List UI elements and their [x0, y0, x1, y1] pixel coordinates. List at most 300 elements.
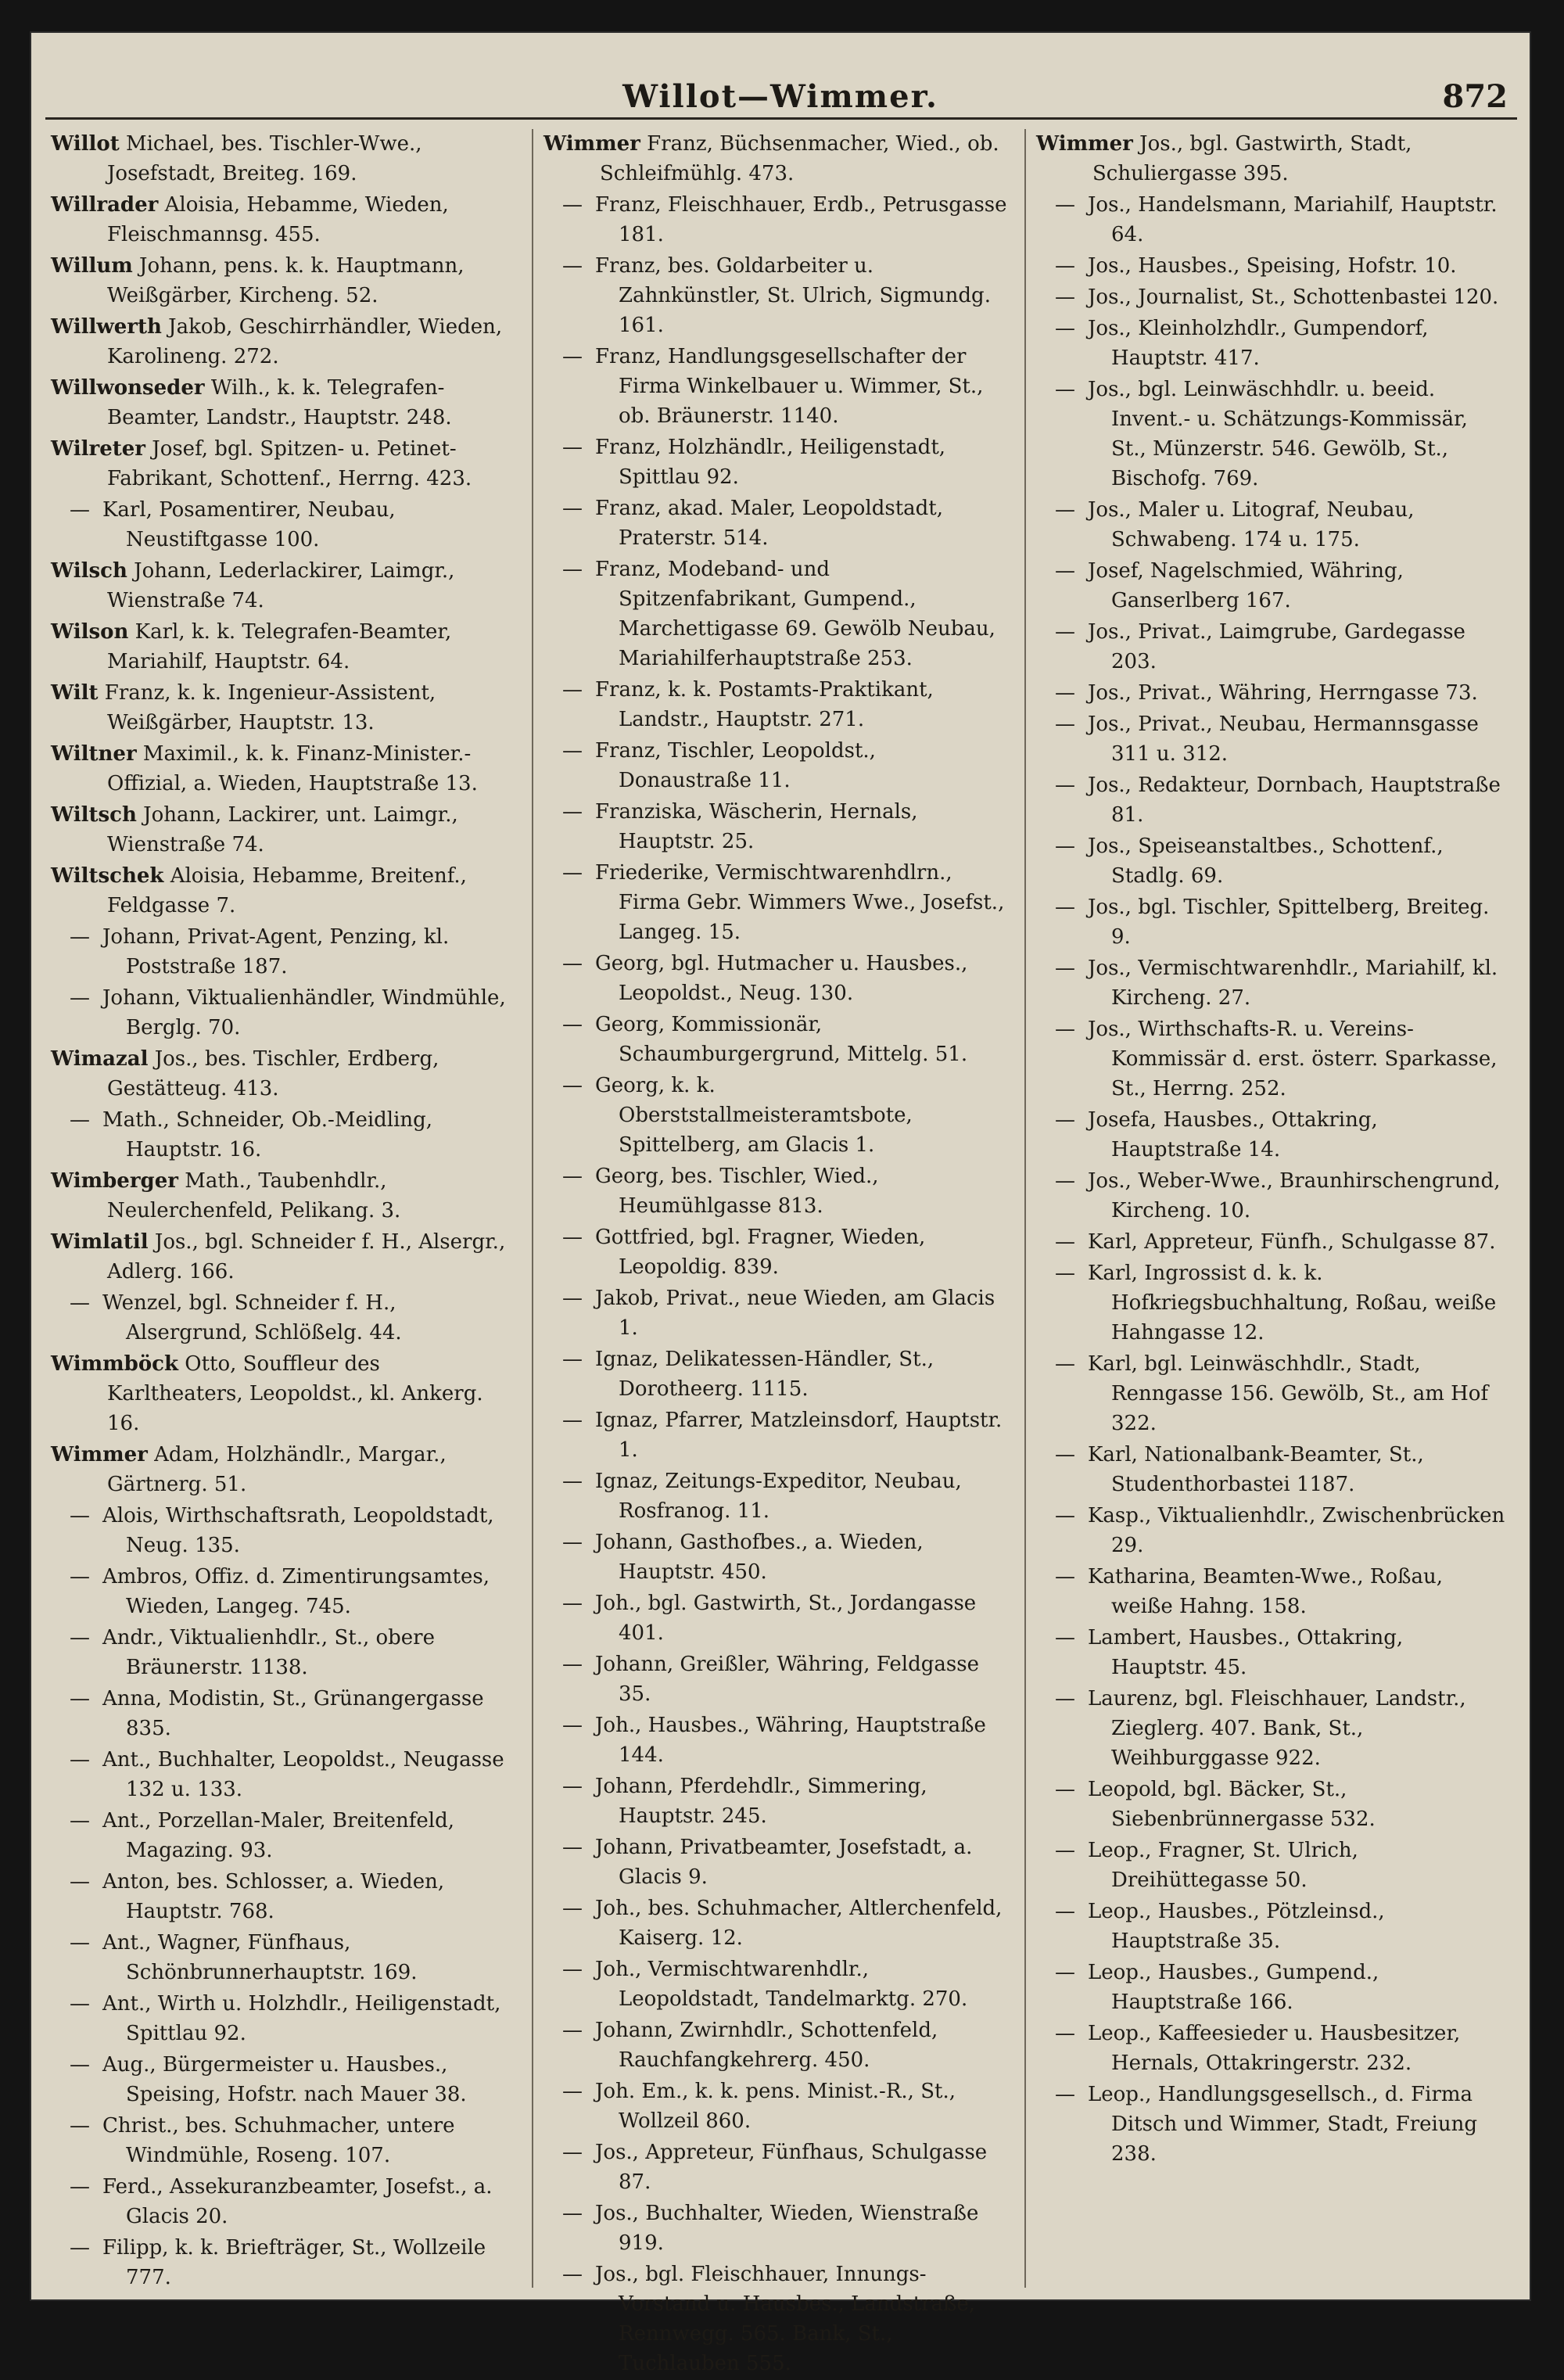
entry-details: Georg, bes. Tischler, Wied., Heumühlgasse 813. — [595, 1165, 879, 1218]
entry-surname: Wimmer — [51, 1443, 148, 1466]
directory-entry — [543, 2199, 1013, 2258]
ditto-dash: — — [562, 1836, 583, 1859]
directory-column-3 — [1036, 129, 1505, 2170]
entry-details: Jos., bgl. Schneider f. H., Alsergr., Adlerg. 166. — [107, 1230, 506, 1283]
entry-details: Jos., Buchhalter, Wieden, Wienstraße 919. — [595, 2202, 979, 2255]
entry-details: Maximil., k. k. Finanz-Minister.-Offizial, a. Wieden, Hauptstraße 13. — [107, 742, 478, 795]
ditto-dash: — — [1055, 835, 1075, 858]
entry-details: Lambert, Hausbes., Ottakring, Hauptstr. 45. — [1088, 1626, 1404, 1679]
entry-details: Johann, Viktualienhändler, Windmühle, Berglg. 70. — [102, 986, 506, 1039]
directory-entry — [51, 1044, 520, 1104]
ditto-dash: — — [1055, 1262, 1075, 1285]
directory-entry — [51, 1928, 520, 1987]
directory-entry — [543, 190, 1013, 249]
directory-entry — [543, 2260, 1013, 2378]
directory-entry — [543, 342, 1013, 431]
directory-entry — [51, 983, 520, 1043]
directory-entry — [1036, 953, 1505, 1013]
entry-details: Leop., Hausbes., Pötzleinsd., Hauptstraße 35. — [1088, 1900, 1385, 1953]
directory-entry — [51, 1867, 520, 1926]
directory-entry — [51, 678, 520, 738]
directory-entry — [1036, 1836, 1505, 1895]
directory-entry — [51, 251, 520, 311]
ditto-dash: — — [70, 1108, 90, 1132]
ditto-dash: — — [1055, 254, 1075, 278]
directory-entry — [1036, 129, 1505, 188]
directory-entry — [1036, 190, 1505, 249]
ditto-dash: — — [1055, 681, 1075, 705]
directory-entry — [1036, 709, 1505, 769]
entry-details: Jos., Handelsmann, Mariahilf, Hauptstr. 64. — [1088, 193, 1498, 246]
ditto-dash: — — [1055, 1230, 1075, 1254]
entry-details: Aug., Bürgermeister u. Hausbes., Speising, Hofstr. nach Mauer 38. — [102, 2053, 467, 2106]
entry-surname: Willum — [51, 254, 133, 278]
entry-surname: Wimmer — [543, 132, 640, 156]
entry-surname: Wilsch — [51, 559, 127, 583]
ditto-dash: — — [562, 2019, 583, 2042]
directory-entry — [543, 1772, 1013, 1831]
directory-entry — [1036, 1166, 1505, 1226]
entry-details: Franz, Holzhändlr., Heiligenstadt, Spittlau 92. — [595, 436, 946, 489]
entry-details: Leop., Kaffeesieder u. Hausbesitzer, Hernals, Ottakringerstr. 232. — [1088, 2022, 1461, 2075]
directory-entry — [1036, 1349, 1505, 1438]
ditto-dash: — — [562, 2263, 583, 2286]
ditto-dash: — — [70, 2053, 90, 2077]
entry-details: Jos., Hausbes., Speising, Hofstr. 10. — [1088, 254, 1457, 278]
entry-details: Jos., Vermischtwarenhdlr., Mariahilf, kl. Kircheng. 27. — [1088, 957, 1498, 1010]
directory-entry — [51, 2233, 520, 2292]
directory-column-2 — [543, 129, 1013, 2380]
ditto-dash: — — [1055, 620, 1075, 644]
directory-entry — [51, 1745, 520, 1804]
entry-details: Karl, Nationalbank-Beamter, St., Studenthorbastei 1187. — [1088, 1443, 1424, 1496]
ditto-dash: — — [70, 1931, 90, 1955]
entry-details: Franz, k. k. Postamts-Praktikant, Landstr., Hauptstr. 271. — [595, 678, 934, 731]
ditto-dash: — — [1055, 317, 1075, 340]
ditto-dash: — — [562, 1226, 583, 1249]
directory-page — [30, 31, 1531, 2375]
entry-details: Michael, bes. Tischler-Wwe., Josefstadt, Breiteg. 169. — [107, 132, 422, 185]
directory-entry — [543, 858, 1013, 947]
directory-entry — [543, 1955, 1013, 2014]
entry-details: Johann, Lackirer, unt. Laimgr., Wienstraße 74. — [107, 803, 458, 856]
ditto-dash: — — [562, 254, 583, 278]
entry-details: Jos., Maler u. Litograf, Neubau, Schwabeng. 174 u. 175. — [1088, 498, 1415, 551]
directory-entry — [1036, 375, 1505, 494]
entry-details: Johann, Gasthofbes., a. Wieden, Hauptstr. 450. — [595, 1531, 924, 1584]
entry-details: Jakob, Geschirrhändler, Wieden, Karolineng. 272. — [107, 315, 503, 368]
directory-entry — [51, 2172, 520, 2231]
directory-entry — [543, 1405, 1013, 1465]
directory-entry — [543, 494, 1013, 553]
directory-entry — [543, 1344, 1013, 1404]
entry-surname: Wiltschek — [51, 864, 164, 888]
directory-entry — [1036, 1501, 1505, 1560]
entry-details: Christ., bes. Schuhmacher, untere Windmühle, Roseng. 107. — [102, 2114, 455, 2167]
ditto-dash: — — [1055, 1443, 1075, 1466]
entry-details: Franz, Tischler, Leopoldst., Donaustraße 11. — [595, 739, 876, 792]
entry-details: Joh., Hausbes., Währing, Hauptstraße 144. — [595, 1714, 986, 1767]
ditto-dash: — — [562, 1653, 583, 1676]
directory-entry — [543, 2138, 1013, 2197]
ditto-dash: — — [562, 1958, 583, 1981]
ditto-dash: — — [70, 1291, 90, 1315]
entry-details: Filipp, k. k. Briefträger, St., Wollzeile 777. — [102, 2236, 486, 2289]
entry-surname: Wimberger — [51, 1169, 178, 1193]
column-divider — [532, 129, 533, 2288]
ditto-dash: — — [562, 678, 583, 702]
directory-entry — [51, 434, 520, 494]
ditto-dash: — — [562, 558, 583, 581]
directory-entry — [51, 129, 520, 188]
entry-details: Joh., bes. Schuhmacher, Altlerchenfeld, Kaiserg. 12. — [595, 1897, 1003, 1950]
directory-entry — [543, 675, 1013, 734]
entry-details: Wilh., k. k. Telegrafen-Beamter, Landstr., Hauptstr. 248. — [107, 376, 452, 429]
ditto-dash: — — [562, 2080, 583, 2103]
entry-surname: Wilt — [51, 681, 99, 705]
directory-entry — [1036, 678, 1505, 708]
ditto-dash: — — [1055, 2022, 1075, 2045]
directory-column-1 — [51, 129, 520, 2294]
ditto-dash: — — [1055, 1778, 1075, 1801]
entry-details: Jos., bgl. Leinwäschhdlr. u. beeid. Invent.- u. Schätzungs-Kommissär, St., Münzerstr. 546. Gewölb, St., Bischofg. 769. — [1088, 378, 1468, 490]
directory-entry — [1036, 282, 1505, 312]
entry-details: Ignaz, Delikatessen-Händler, St., Dorotheerg. 1115. — [595, 1348, 934, 1401]
directory-entry — [1036, 770, 1505, 830]
directory-entry — [543, 251, 1013, 340]
entry-details: Johann, Zwirnhdlr., Schottenfeld, Rauchfangkehrerg. 450. — [595, 2019, 938, 2072]
entry-details: Leopold, bgl. Bäcker, St., Siebenbrünnergasse 532. — [1088, 1778, 1376, 1831]
directory-entry — [1036, 556, 1505, 616]
entry-details: Ambros, Offiz. d. Zimentirungsamtes, Wieden, Langeg. 745. — [102, 1565, 490, 1618]
ditto-dash: — — [1055, 1626, 1075, 1649]
directory-entry — [543, 2077, 1013, 2136]
ditto-dash: — — [1055, 1839, 1075, 1862]
entry-details: Ant., Wirth u. Holzhdlr., Heiligenstadt, Spittlau 92. — [102, 1992, 501, 2045]
directory-entry — [1036, 2019, 1505, 2078]
ditto-dash: — — [1055, 1169, 1075, 1193]
entry-details: Johann, Privatbeamter, Josefstadt, a. Glacis 9. — [595, 1836, 973, 1889]
entry-details: Otto, Souffleur des Karltheaters, Leopoldst., kl. Ankerg. 16. — [107, 1352, 483, 1435]
directory-entry — [51, 2111, 520, 2170]
directory-entry — [543, 1222, 1013, 1282]
directory-entry — [51, 1166, 520, 1226]
entry-details: Johann, Pferdehdlr., Simmering, Hauptstr. 245. — [595, 1775, 927, 1828]
directory-entry — [51, 861, 520, 921]
directory-entry — [1036, 314, 1505, 373]
directory-entry — [51, 1623, 520, 1682]
entry-details: Adam, Holzhändlr., Margar., Gärtnerg. 51. — [107, 1443, 447, 1496]
entry-details: Jos., bgl. Tischler, Spittelberg, Breiteg. 9. — [1088, 896, 1490, 949]
ditto-dash: — — [1055, 1018, 1075, 1041]
directory-entry — [51, 312, 520, 372]
ditto-dash: — — [562, 345, 583, 368]
directory-entry — [543, 1283, 1013, 1343]
entry-details: Karl, Ingrossist d. k. k. Hofkriegsbuchhaltung, Roßau, weiße Hahngasse 12. — [1088, 1262, 1497, 1344]
entry-details: Josefa, Hausbes., Ottakring, Hauptstraße 14. — [1088, 1108, 1378, 1161]
entry-surname: Willrader — [51, 193, 159, 217]
entry-surname: Willwerth — [51, 315, 162, 339]
entry-details: Georg, bgl. Hutmacher u. Hausbes., Leopoldst., Neug. 130. — [595, 952, 968, 1005]
ditto-dash: — — [70, 1626, 90, 1649]
directory-entry — [1036, 1014, 1505, 1104]
entry-details: Georg, Kommissionär, Schaumburgergrund, Mittelg. 51. — [595, 1013, 968, 1066]
directory-entry — [543, 1466, 1013, 1526]
entry-details: Karl, Posamentirer, Neubau, Neustiftgasse 100. — [102, 498, 396, 551]
directory-entry — [543, 949, 1013, 1008]
directory-entry — [543, 1161, 1013, 1221]
entry-details: Leop., Hausbes., Gumpend., Hauptstraße 166. — [1088, 1961, 1379, 2014]
ditto-dash: — — [562, 2202, 583, 2225]
entry-details: Joh., bgl. Gastwirth, St., Jordangasse 401. — [595, 1592, 977, 1645]
directory-entry — [51, 1989, 520, 2048]
directory-entry — [1036, 831, 1505, 891]
ditto-dash: — — [70, 1870, 90, 1894]
directory-entry — [1036, 1684, 1505, 1773]
directory-entry — [51, 1227, 520, 1287]
entry-details: Leop., Fragner, St. Ulrich, Dreihüttegasse 50. — [1088, 1839, 1358, 1892]
column-divider — [1024, 129, 1026, 2288]
directory-entry — [1036, 892, 1505, 952]
entry-details: Ant., Buchhalter, Leopoldst., Neugasse 132 u. 133. — [102, 1748, 504, 1801]
entry-details: Kasp., Viktualienhdlr., Zwischenbrücken 29. — [1088, 1504, 1505, 1557]
directory-entry — [51, 2050, 520, 2109]
entry-details: Katharina, Beamten-Wwe., Roßau, weiße Hahng. 158. — [1088, 1565, 1443, 1618]
entry-details: Johann, Lederlackirer, Laimgr., Wienstraße 74. — [107, 559, 455, 612]
ditto-dash: — — [562, 1287, 583, 1310]
directory-entry — [51, 1440, 520, 1499]
entry-details: Math., Schneider, Ob.-Meidling, Hauptstr. 16. — [102, 1108, 433, 1161]
entry-details: Georg, k. k. Oberststallmeisteramtsbote, Spittelberg, am Glacis 1. — [595, 1074, 913, 1157]
directory-entry — [51, 1288, 520, 1348]
entry-details: Johann, pens. k. k. Hauptmann, Weißgärber, Kircheng. 52. — [107, 254, 465, 307]
ditto-dash: — — [70, 1565, 90, 1588]
entry-details: Math., Taubenhdlr., Neulerchenfeld, Pelikang. 3. — [107, 1169, 401, 1222]
entry-details: Josef, bgl. Spitzen- u. Petinet-Fabrikant, Schottenf., Herrng. 423. — [107, 437, 472, 490]
ditto-dash: — — [1055, 1504, 1075, 1527]
ditto-dash: — — [1055, 1961, 1075, 1984]
ditto-dash: — — [1055, 713, 1075, 736]
entry-surname: Wimmböck — [51, 1352, 179, 1376]
ditto-dash: — — [562, 1165, 583, 1188]
directory-entry — [1036, 1775, 1505, 1834]
entry-surname: Wilson — [51, 620, 129, 644]
entry-details: Franz, Handlungsgesellschafter der Firma Winkelbauer u. Wimmer, St., ob. Bräunerstr. 1140. — [595, 345, 984, 428]
entry-details: Franz, Büchsenmacher, Wied., ob. Schleifmühlg. 473. — [600, 132, 999, 185]
entry-surname: Wiltner — [51, 742, 137, 766]
ditto-dash: — — [70, 1992, 90, 2016]
entry-surname: Wiltsch — [51, 803, 137, 827]
directory-entry — [51, 922, 520, 982]
ditto-dash: — — [1055, 1565, 1075, 1588]
ditto-dash: — — [562, 952, 583, 975]
ditto-dash: — — [562, 436, 583, 459]
ditto-dash: — — [1055, 2083, 1075, 2106]
directory-entry — [543, 1649, 1013, 1709]
entry-surname: Wilreter — [51, 437, 145, 461]
ditto-dash: — — [562, 739, 583, 763]
directory-entry — [51, 1501, 520, 1560]
ditto-dash: — — [562, 1074, 583, 1097]
entry-details: Franz, k. k. Ingenieur-Assistent, Weißgärber, Hauptstr. 13. — [98, 681, 436, 734]
entry-details: Aloisia, Hebamme, Wieden, Fleischmannsg. 455. — [107, 193, 449, 246]
ditto-dash: — — [562, 861, 583, 885]
directory-entry — [543, 129, 1013, 188]
ditto-dash: — — [1055, 498, 1075, 522]
ditto-dash: — — [562, 1714, 583, 1737]
entry-details: Franz, Modeband- und Spitzenfabrikant, Gumpend., Marchettigasse 69. Gewölb Neubau, Mariahilferhauptstraße 253. — [595, 558, 995, 670]
directory-entry — [1036, 1897, 1505, 1956]
ditto-dash: — — [1055, 957, 1075, 980]
entry-details: Franz, Fleischhauer, Erdb., Petrusgasse 181. — [595, 193, 1007, 246]
entry-details: Franz, akad. Maler, Leopoldstadt, Praterstr. 514. — [595, 497, 944, 550]
entry-details: Jos., Privat., Neubau, Hermannsgasse 311 u. 312. — [1088, 713, 1479, 766]
directory-entry — [51, 1349, 520, 1438]
ditto-dash: — — [1055, 1900, 1075, 1923]
ditto-dash: — — [1055, 378, 1075, 401]
directory-entry — [1036, 1227, 1505, 1257]
entry-details: Johann, Greißler, Währing, Feldgasse 35. — [595, 1653, 979, 1706]
entry-details: Ignaz, Zeitungs-Expeditor, Neubau, Rosfranog. 11. — [595, 1470, 962, 1523]
entry-details: Jos., Appreteur, Fünfhaus, Schulgasse 87. — [595, 2141, 988, 2194]
entry-details: Friederike, Vermischtwarenhdlrn., Firma Gebr. Wimmers Wwe., Josefst., Langeg. 15. — [595, 861, 1005, 944]
entry-details: Ignaz, Pfarrer, Matzleinsdorf, Hauptstr. 1. — [595, 1409, 1003, 1462]
directory-entry — [51, 1806, 520, 1865]
entry-details: Jos., Redakteur, Dornbach, Hauptstraße 81. — [1088, 774, 1501, 827]
ditto-dash: — — [70, 1504, 90, 1527]
directory-entry — [1036, 617, 1505, 677]
directory-entry — [543, 1071, 1013, 1160]
entry-details: Laurenz, bgl. Fleischhauer, Landstr., Zieglerg. 407. Bank, St., Weihburggasse 922. — [1088, 1687, 1466, 1770]
directory-entry — [51, 190, 520, 249]
ditto-dash: — — [1055, 1108, 1075, 1132]
entry-details: Andr., Viktualienhdlr., St., obere Bräunerstr. 1138. — [102, 1626, 436, 1679]
directory-entry — [543, 1833, 1013, 1892]
directory-entry — [51, 1684, 520, 1743]
ditto-dash: — — [562, 1531, 583, 1554]
ditto-dash: — — [70, 498, 90, 522]
ditto-dash: — — [70, 1748, 90, 1772]
entry-details: Josef, Nagelschmied, Währing, Ganserlberg 167. — [1088, 559, 1404, 612]
entry-details: Joh. Em., k. k. pens. Minist.-R., St., Wollzeil 860. — [595, 2080, 956, 2133]
ditto-dash: — — [70, 1687, 90, 1711]
ditto-dash: — — [70, 2175, 90, 2199]
directory-entry — [543, 1010, 1013, 1069]
directory-entry — [51, 1105, 520, 1165]
ditto-dash: — — [70, 986, 90, 1010]
ditto-dash: — — [1055, 896, 1075, 919]
entry-details: Ferd., Assekuranzbeamter, Josefst., a. Glacis 20. — [102, 2175, 493, 2228]
directory-entry — [543, 555, 1013, 673]
directory-entry — [51, 495, 520, 555]
directory-entry — [543, 1711, 1013, 1770]
entry-details: Jos., Journalist, St., Schottenbastei 120. — [1088, 285, 1499, 309]
entry-surname: Wimazal — [51, 1047, 149, 1071]
entry-details: Alois, Wirthschaftsrath, Leopoldstadt, Neug. 135. — [102, 1504, 494, 1557]
entry-details: Aloisia, Hebamme, Breitenf., Feldgasse 7. — [107, 864, 467, 917]
entry-details: Joh., Vermischtwarenhdlr., Leopoldstadt, Tandelmarktg. 270. — [595, 1958, 968, 2011]
entry-details: Jos., bes. Tischler, Erdberg, Gestätteug. 413. — [107, 1047, 439, 1100]
ditto-dash: — — [70, 2236, 90, 2260]
ditto-dash: — — [562, 1775, 583, 1798]
directory-entry — [51, 739, 520, 799]
entry-details: Gottfried, bgl. Fragner, Wieden, Leopoldig. 839. — [595, 1226, 926, 1279]
entry-details: Jos., Wirthschafts-R. u. Vereins-Kommissär d. erst. österr. Sparkasse, St., Herrng. 252. — [1088, 1018, 1498, 1100]
ditto-dash: — — [562, 1348, 583, 1371]
entry-details: Karl, bgl. Leinwäschhdlr., Stadt, Renngasse 156. Gewölb, St., am Hof 322. — [1088, 1352, 1489, 1435]
directory-entry — [543, 1527, 1013, 1587]
ditto-dash: — — [1055, 1352, 1075, 1376]
directory-entry — [543, 736, 1013, 795]
ditto-dash: — — [562, 1897, 583, 1920]
entry-details: Ant., Porzellan-Maler, Breitenfeld, Magazing. 93. — [102, 1809, 455, 1862]
ditto-dash: — — [1055, 285, 1075, 309]
entry-details: Jos., Privat., Währing, Herrngasse 73. — [1088, 681, 1478, 705]
directory-entry — [1036, 1105, 1505, 1165]
ditto-dash: — — [562, 1592, 583, 1615]
directory-entry — [543, 1894, 1013, 1953]
entry-details: Anton, bes. Schlosser, a. Wieden, Hauptstr. 768. — [102, 1870, 445, 1923]
entry-details: Karl, k. k. Telegrafen-Beamter, Mariahilf, Hauptstr. 64. — [107, 620, 452, 673]
ditto-dash: — — [562, 1013, 583, 1036]
entry-details: Wenzel, bgl. Schneider f. H., Alsergrund, Schlößelg. 44. — [102, 1291, 402, 1344]
ditto-dash: — — [70, 925, 90, 949]
ditto-dash: — — [562, 193, 583, 217]
directory-entry — [1036, 1562, 1505, 1621]
directory-entry — [51, 1562, 520, 1621]
entry-details: Ant., Wagner, Fünfhaus, Schönbrunnerhauptstr. 169. — [102, 1931, 418, 1984]
entry-details: Jos., Kleinholzhdlr., Gumpendorf, Hauptstr. 417. — [1088, 317, 1429, 370]
entry-surname: Wimlatil — [51, 1230, 149, 1254]
ditto-dash: — — [1055, 774, 1075, 797]
directory-entry — [1036, 2080, 1505, 2169]
entry-details: Jakob, Privat., neue Wieden, am Glacis 1. — [595, 1287, 995, 1340]
directory-entry — [51, 556, 520, 616]
directory-entry — [51, 617, 520, 677]
entry-surname: Willot — [51, 132, 120, 156]
directory-entry — [543, 797, 1013, 856]
ditto-dash: — — [562, 497, 583, 520]
ditto-dash: — — [562, 2141, 583, 2164]
directory-entry — [1036, 251, 1505, 281]
ditto-dash: — — [1055, 559, 1075, 583]
entry-details: Franziska, Wäscherin, Hernals, Hauptstr. 25. — [595, 800, 918, 853]
entry-surname: Willwonseder — [51, 376, 205, 400]
ditto-dash: — — [562, 1470, 583, 1493]
ditto-dash: — — [562, 800, 583, 824]
ditto-dash: — — [562, 1409, 583, 1432]
ditto-dash: — — [1055, 1687, 1075, 1711]
ditto-dash: — — [1055, 193, 1075, 217]
directory-entry — [543, 2016, 1013, 2075]
entry-details: Jos., Privat., Laimgrube, Gardegasse 203. — [1088, 620, 1465, 673]
entry-details: Jos., bgl. Gastwirth, Stadt, Schuliergasse 395. — [1092, 132, 1412, 185]
directory-entry — [1036, 1623, 1505, 1682]
directory-entry — [1036, 1958, 1505, 2017]
entry-details: Johann, Privat-Agent, Penzing, kl. Poststraße 187. — [102, 925, 450, 978]
entry-details: Jos., Speiseanstaltbes., Schottenf., Stadlg. 69. — [1088, 835, 1444, 888]
directory-entry — [1036, 1258, 1505, 1348]
page-number: 872 — [1442, 78, 1508, 115]
ditto-dash: — — [70, 1809, 90, 1833]
entry-details: Jos., bgl. Fleischhauer, Innungs-Vorstand u. Hausbes., Landstraße, Rennwegg. 565. Bank, St., Tuchlauben 555. — [595, 2263, 976, 2375]
ditto-dash: — — [70, 2114, 90, 2138]
entry-details: Jos., Weber-Wwe., Braunhirschengrund, Kircheng. 10. — [1088, 1169, 1501, 1222]
entry-details: Anna, Modistin, St., Grünangergasse 835. — [102, 1687, 484, 1740]
entry-details: Leop., Handlungsgesellsch., d. Firma Ditsch und Wimmer, Stadt, Freiung 238. — [1088, 2083, 1477, 2166]
directory-entry — [1036, 495, 1505, 555]
entry-details: Karl, Appreteur, Fünfh., Schulgasse 87. — [1088, 1230, 1496, 1254]
